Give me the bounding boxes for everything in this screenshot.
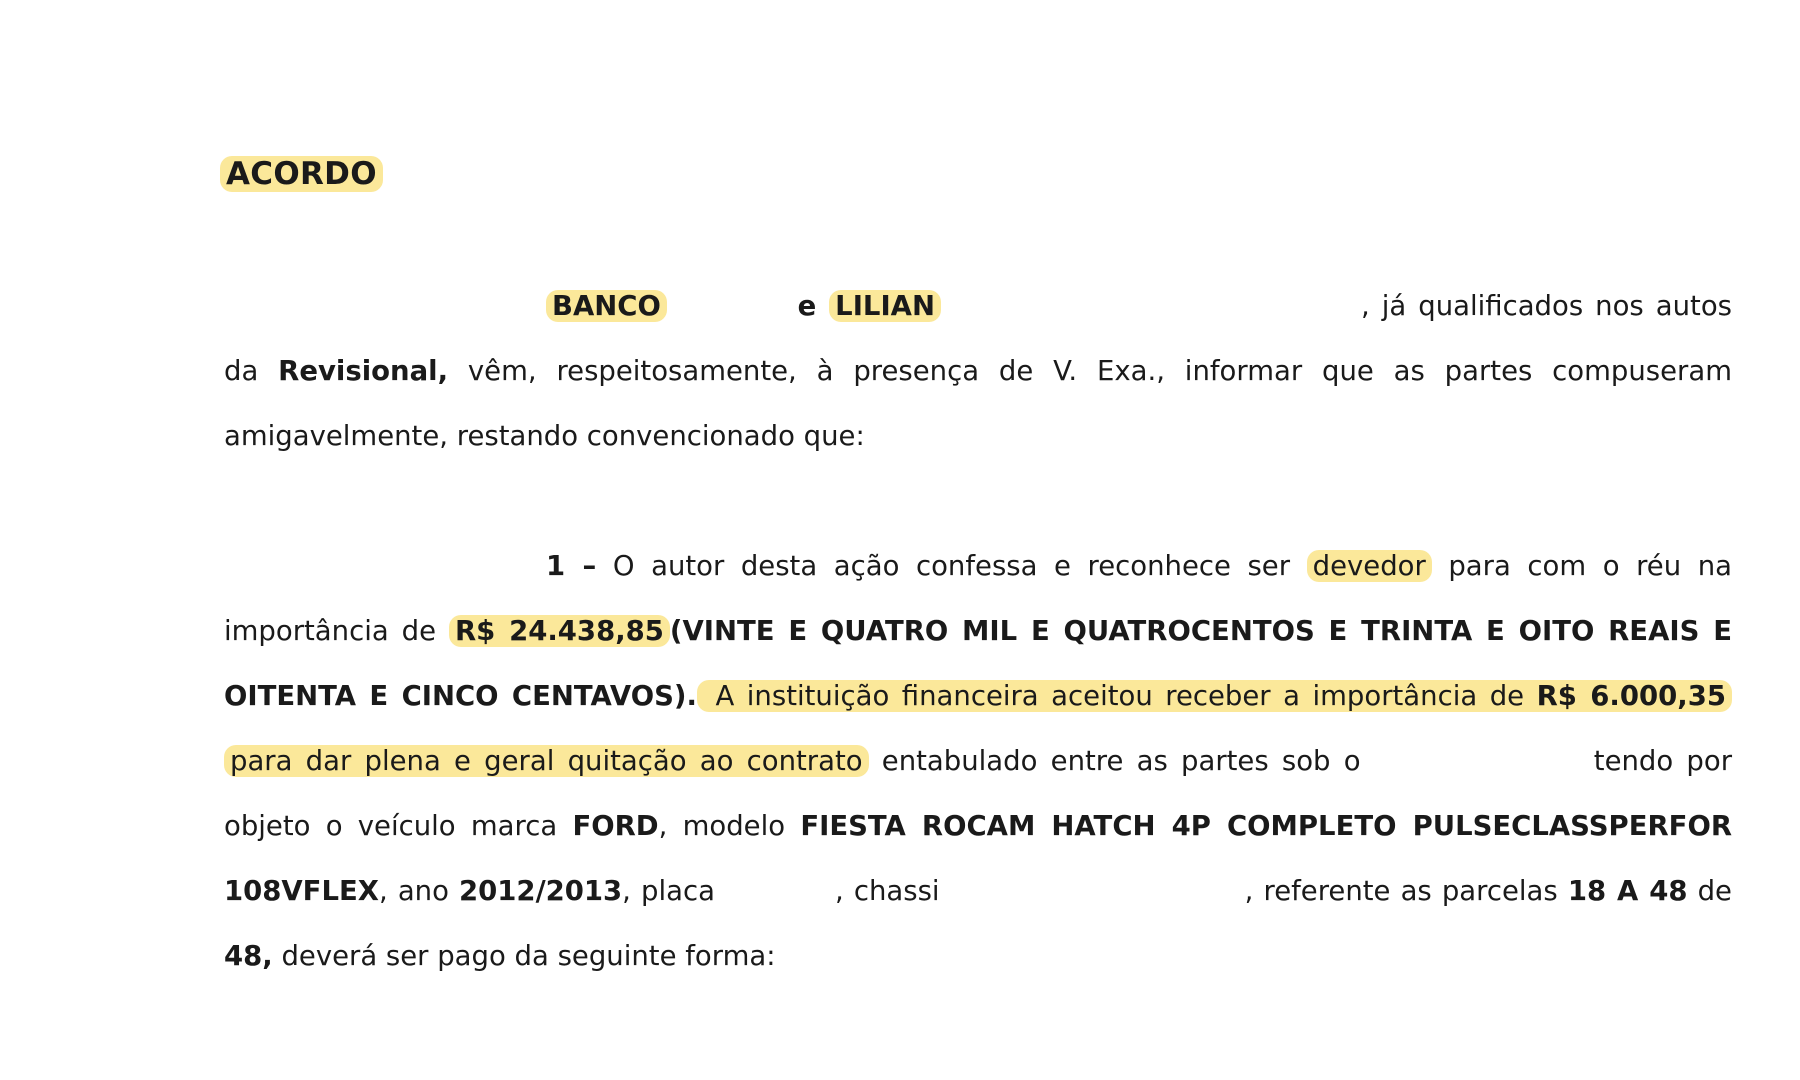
vehicle-year: 2012/2013 bbox=[459, 875, 623, 907]
p2-text-11: , referente as parcelas bbox=[1244, 875, 1568, 907]
party1-label: BANCO bbox=[546, 290, 667, 322]
installments-range: 18 A 48 bbox=[1567, 875, 1688, 907]
p2-text-12: de bbox=[1687, 875, 1732, 907]
p2-text-5: entabulado entre as partes sob o bbox=[868, 745, 1374, 777]
p2-text-1: O autor desta ação confessa e reconhece ser bbox=[596, 550, 1307, 582]
p2-text-4: para dar plena e geral quitação ao contrato bbox=[230, 745, 863, 777]
party2-label: LILIAN bbox=[829, 290, 941, 322]
debt-amount: R$ 24.438,85 bbox=[449, 615, 670, 647]
p2-text-6: tendo por objeto o veículo marca bbox=[224, 745, 1733, 842]
p1-text-1: , já qualificados nos autos da bbox=[224, 290, 1732, 387]
vehicle-model: FIESTA ROCAM HATCH 4P COMPLETO PULSECLASSPERFOR 108VFLEX bbox=[224, 810, 1732, 907]
p2-text-7: , modelo bbox=[658, 810, 801, 842]
p2-text-8: , ano bbox=[378, 875, 460, 907]
clause-number: 1 – bbox=[546, 550, 597, 582]
p2-text-13: deverá ser pago da seguinte forma: bbox=[272, 940, 776, 972]
document-title bbox=[220, 152, 383, 196]
p2-text-9: , placa bbox=[622, 875, 726, 907]
debt-amount-words: (VINTE E QUATRO MIL E QUATROCENTOS E TRINTA E OITO REAIS E OITENTA E CINCO CENTAVOS). bbox=[224, 615, 1732, 712]
p1-text-2: vêm, respeitosamente, à presença de V. Exa., informar que as partes compuseram amigavelmente, restando convencionado que: bbox=[224, 355, 1732, 452]
debtor-word: devedor bbox=[1307, 550, 1432, 582]
p2-text-3: A instituição financeira aceitou receber a importância de bbox=[702, 680, 1537, 712]
clause-paragraph bbox=[224, 534, 1732, 989]
case-type: Revisional, bbox=[278, 355, 449, 387]
p2-text-10: , chassi bbox=[835, 875, 950, 907]
opening-paragraph bbox=[224, 274, 1732, 469]
p2-text-2: para com o réu na importância de bbox=[224, 550, 1732, 647]
settlement-amount: R$ 6.000,35 bbox=[1536, 680, 1726, 712]
vehicle-brand: FORD bbox=[572, 810, 659, 842]
conjunction: e bbox=[784, 290, 830, 322]
title-text: ACORDO bbox=[220, 156, 383, 192]
installments-total: 48, bbox=[224, 940, 273, 972]
